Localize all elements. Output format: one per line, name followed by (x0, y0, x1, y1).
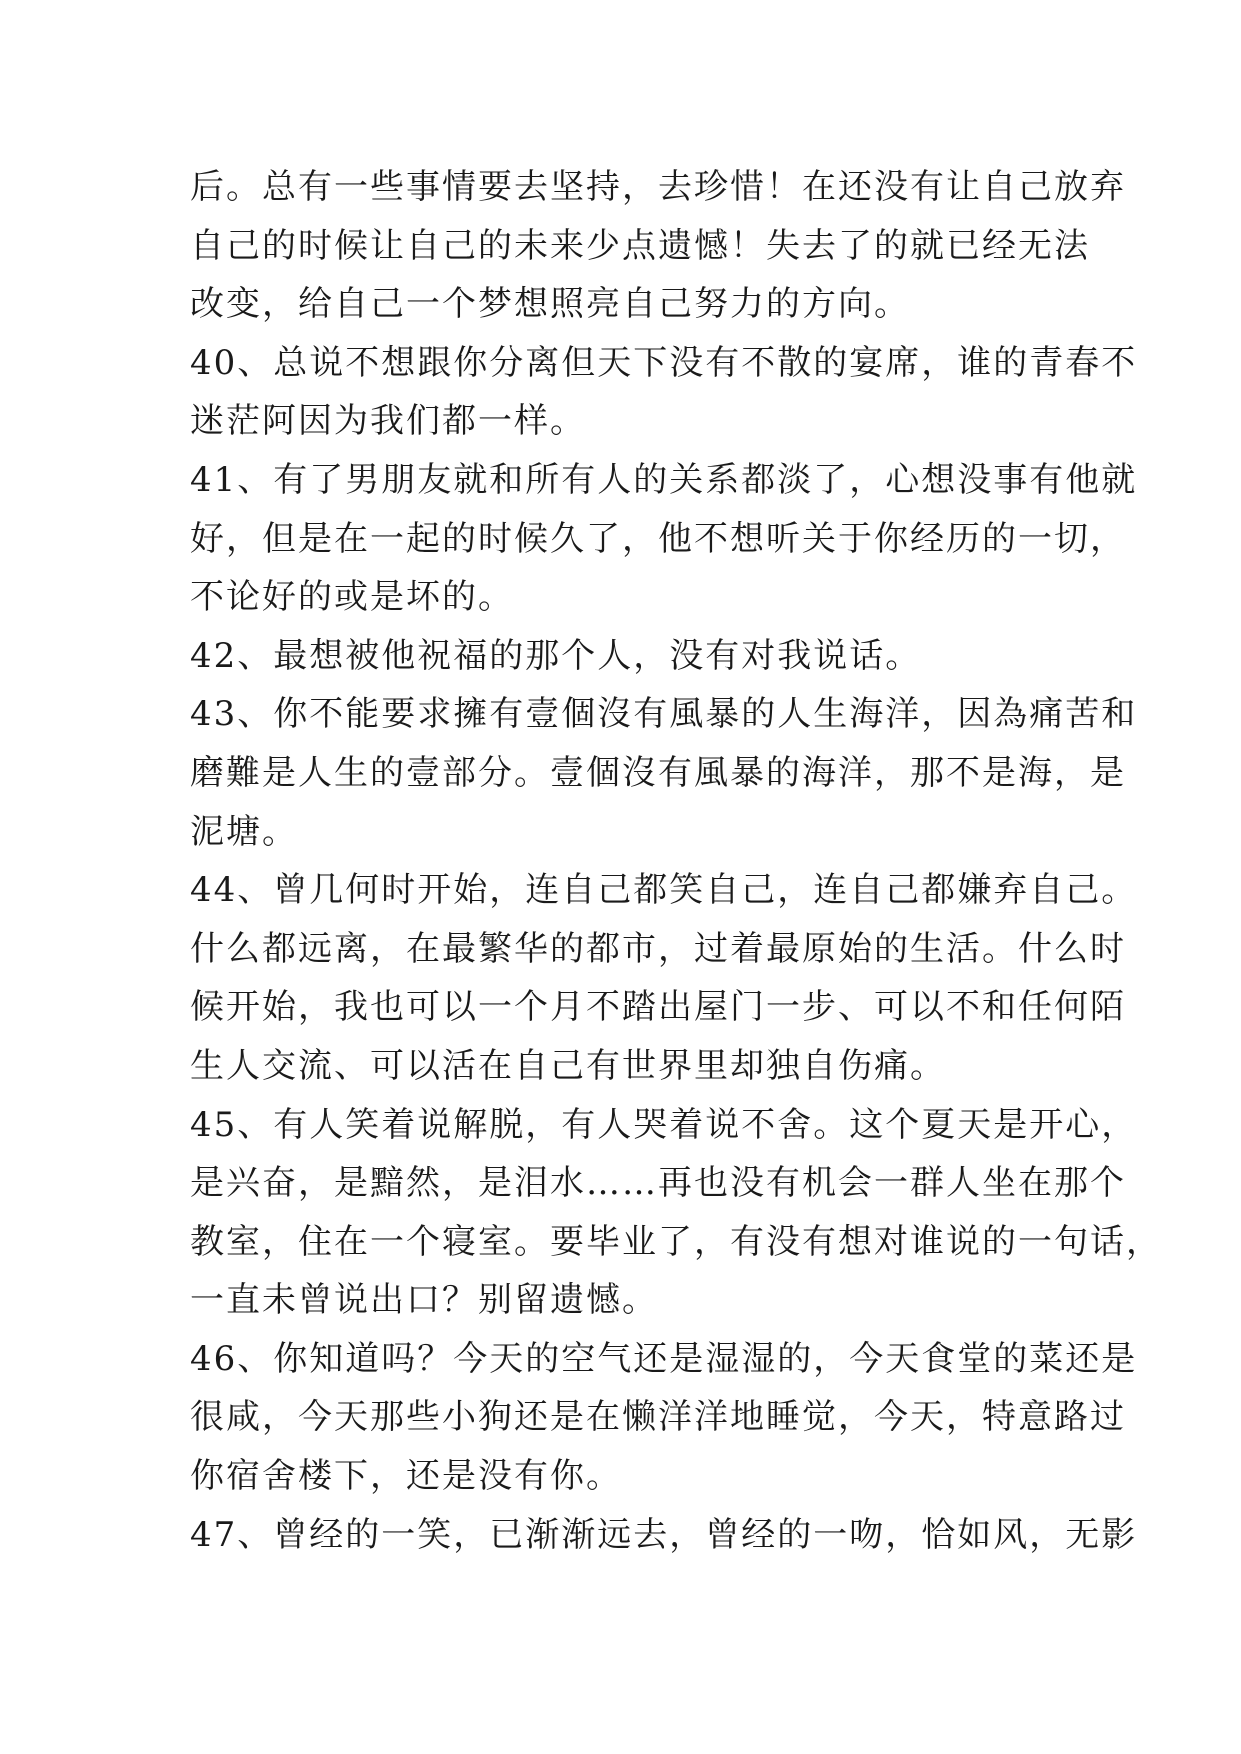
text-line: 后。总有一些事情要去坚持，去珍惜！在还没有让自己放弃 (190, 167, 1126, 207)
text-line: 43、你不能要求擁有壹個沒有風暴的人生海洋，因為痛苦和 (190, 694, 1138, 735)
text-line: 迷茫阿因为我们都一样。 (190, 401, 586, 442)
text-line: 泥塘。 (190, 811, 298, 852)
text-line: 什么都远离，在最繁华的都市，过着最原始的生活。什么时 (190, 928, 1126, 969)
text-line: 你宿舍楼下，还是没有你。 (190, 1456, 622, 1497)
text-line: 一直未曾说出口？别留遗憾。 (190, 1280, 658, 1321)
text-line: 候开始，我也可以一个月不踏出屋门一步、可以不和任何陌 (190, 987, 1126, 1028)
text-line: 44、曾几何时开始，连自己都笑自己，连自己都嫌弃自己。 (190, 870, 1138, 911)
text-line: 不论好的或是坏的。 (190, 577, 514, 618)
text-line: 好，但是在一起的时候久了，他不想听关于你经历的一切， (190, 518, 1126, 559)
text-line: 40、总说不想跟你分离但天下没有不散的宴席，谁的青春不 (190, 342, 1138, 383)
text-line: 改变，给自己一个梦想照亮自己努力的方向。 (190, 284, 910, 325)
text-line: 很咸，今天那些小狗还是在懒洋洋地睡觉，今天，特意路过 (190, 1397, 1126, 1438)
text-line: 磨難是人生的壹部分。壹個沒有風暴的海洋，那不是海，是 (190, 752, 1126, 793)
text-line: 教室，住在一个寝室。要毕业了，有没有想对谁说的一句话， (190, 1221, 1162, 1262)
text-line: 42、最想被他祝福的那个人，没有对我说话。 (190, 635, 922, 676)
text-line: 是兴奋，是黯然，是泪水……再也没有机会一群人坐在那个 (190, 1163, 1126, 1204)
text-line: 自己的时候让自己的未来少点遗憾！失去了的就已经无法 (190, 225, 1090, 266)
text-line: 47、曾经的一笑，已渐渐远去，曾经的一吻，恰如风，无影 (190, 1514, 1138, 1555)
text-line: 46、你知道吗？今天的空气还是湿湿的，今天食堂的菜还是 (190, 1338, 1138, 1379)
document-body (190, 158, 1162, 1564)
text-line: 生人交流、可以活在自己有世界里却独自伤痛。 (190, 1045, 946, 1086)
text-line: 41、有了男朋友就和所有人的关系都淡了，心想没事有他就 (190, 459, 1138, 500)
text-line: 45、有人笑着说解脱，有人哭着说不舍。这个夏天是开心， (190, 1104, 1138, 1145)
